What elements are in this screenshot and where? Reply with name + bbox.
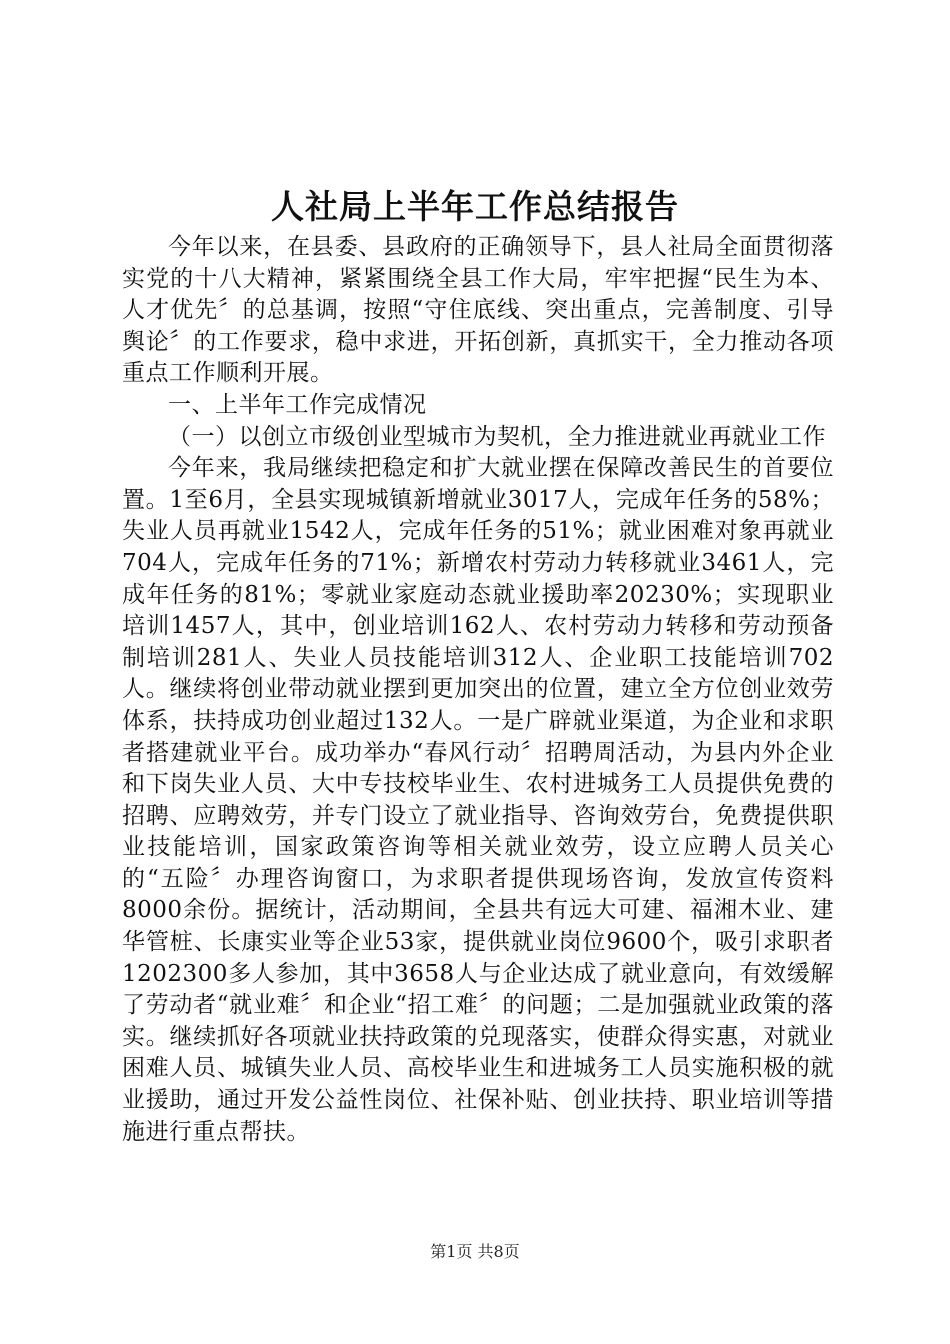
document-body bbox=[122, 232, 834, 1148]
employment-paragraph: 今年来，我局继续把稳定和扩大就业摆在保障改善民生的首要位置。1至6月，全县实现城镇新增就业3017人，完成年任务的58%；失业人员再就业1542人，完成年任务的51%；就业困难对象再就业704人，完成年任务的71%；新增农村劳动力转移就业3461人，完成年任务的81%；零就业家庭动态就业援助率20230%；实现职业培训1457人，其中，创业培训162人、农村劳动力转移和劳动预备制培训281人、失业人员技能培训312人、企业职工技能培训702人。继续将创业带动就业摆到更加突出的位置，建立全方位创业效劳体系，扶持成功创业超过132人。一是广辟就业渠道，为企业和求职者搭建就业平台。成功举办“春风行动〞招聘周活动，为县内外企业和下岗失业人员、大中专技校毕业生、农村进城务工人员提供免费的招聘、应聘效劳，并专门设立了就业指导、咨询效劳台，免费提供职业技能培训，国家政策咨询等相关就业效劳，设立应聘人员关心的“五险〞办理咨询窗口，为求职者提供现场咨询，发放宣传资料8000余份。据统计，活动期间，全县共有远大可建、福湘木业、建华管桩、长康实业等企业53家，提供就业岗位9600个，吸引求职者1202300多人参加，其中3658人与企业达成了就业意向，有效缓解了劳动者“就业难〞和企业“招工难〞的问题；二是加强就业政策的落实。继续抓好各项就业扶持政策的兑现落实，使群众得实惠，对就业困难人员、城镇失业人员、高校毕业生和进城务工人员实施积极的就业援助，通过开发公益性岗位、社保补贴、创业扶持、职业培训等措施进行重点帮扶。 bbox=[122, 455, 834, 1145]
subsection-heading: （一）以创立市级创业型城市为契机，全力推进就业再就业工作 bbox=[168, 423, 826, 450]
section-heading: 一、上半年工作完成情况 bbox=[168, 391, 427, 418]
document-title: 人社局上半年工作总结报告 bbox=[271, 187, 679, 226]
page-number-footer: 第1页 共8页 bbox=[430, 1242, 520, 1261]
intro-paragraph: 今年以来，在县委、县政府的正确领导下，县人社局全面贯彻落实党的十八大精神，紧紧围绕全县工作大局，牢牢把握“民生为本、人才优先〞的总基调，按照“守住底线、突出重点，完善制度、引导舆论〞的工作要求，稳中求进，开拓创新，真抓实干，全力推动各项重点工作顺利开展。 bbox=[122, 234, 834, 387]
